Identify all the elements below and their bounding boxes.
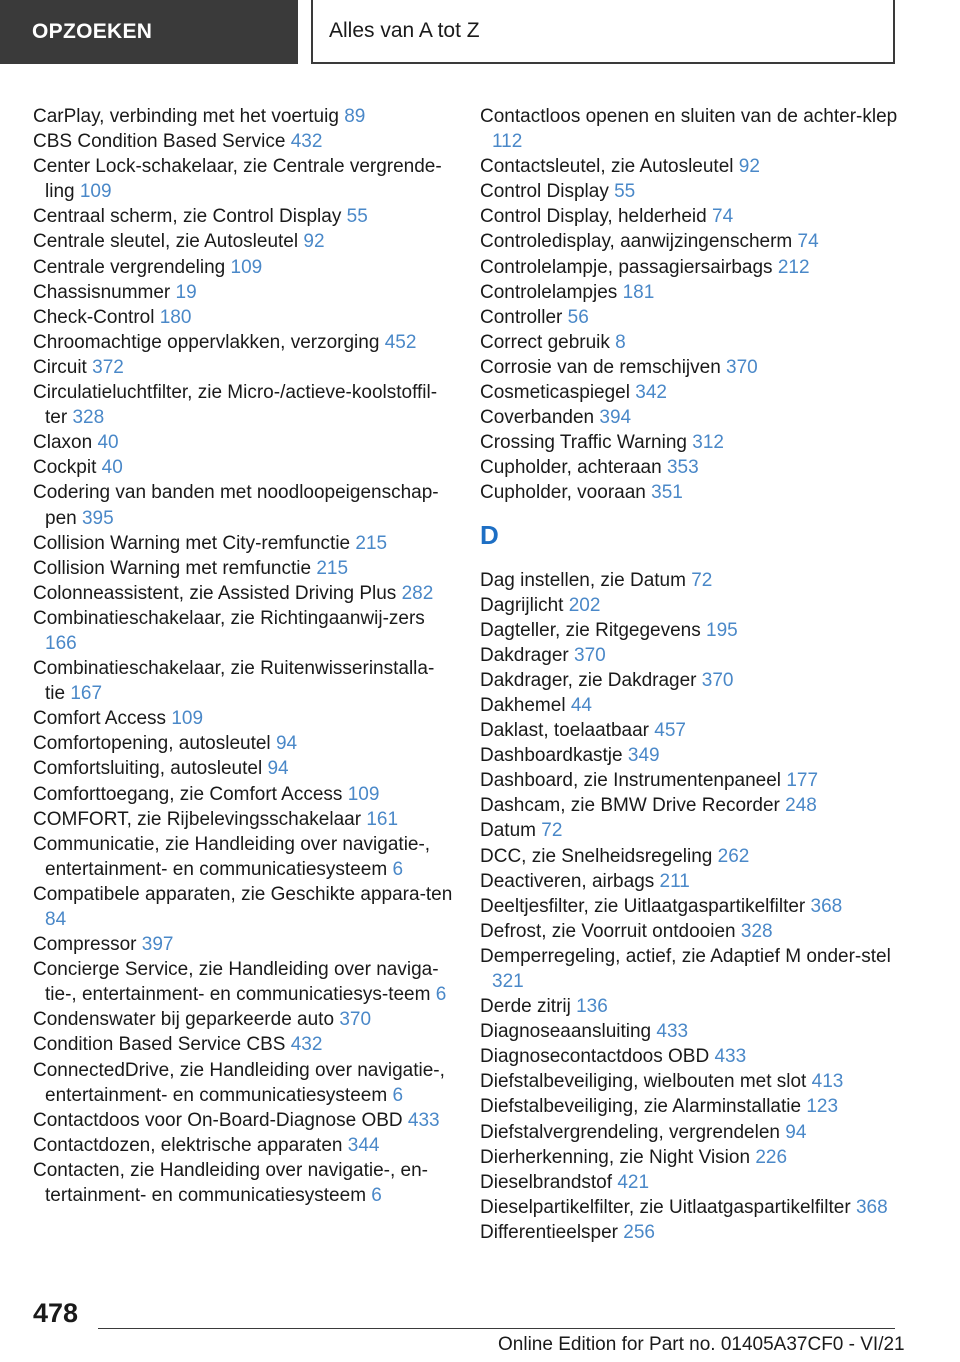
index-entry [33,531,453,556]
index-entry [480,430,900,455]
index-entry [480,919,900,944]
index-entry-text: Dashboardkastje [480,745,623,767]
index-entry [480,844,900,869]
index-entry-page-link[interactable]: 19 [175,281,197,303]
index-entry-text: Check-Control [33,306,155,328]
index-entry-text: DCC, zie Snelheidsregeling [480,845,713,867]
index-entry [33,204,453,229]
index-entry-page-link[interactable]: 395 [81,507,114,529]
index-entry-text: Compatibele apparaten, zie Geschikte appara-ten [33,883,453,905]
index-entry-page-link[interactable]: 109 [171,708,204,730]
index-group-d [480,568,900,1246]
index-entry [480,668,900,693]
index-entry-text: Centrale sleutel, zie Autosleutel [33,231,299,253]
index-entry-page-link[interactable]: 370 [574,644,606,666]
index-entry-text: Contactsleutel, zie Autosleutel [480,156,734,178]
index-entry [33,104,453,129]
index-entry-text: Differentieelsper [480,1221,619,1243]
index-entry-page-link[interactable]: 211 [659,870,690,892]
index-entry [480,944,900,994]
index-entry-page-link[interactable]: 457 [654,720,686,742]
index-entry-text: Comfortsluiting, autosleutel [33,758,263,780]
index-entry [480,480,900,505]
index-entry-text: Claxon [33,432,93,454]
index-entry-page-link[interactable]: 312 [692,432,724,454]
index-entry-text: Circulatieluchtfilter, zie Micro-/actieve-koolstoffil-ter [33,382,438,429]
index-entry-text: Comfortopening, autosleutel [33,733,271,755]
index-entry-text: Center Lock-schakelaar, zie Centrale vergrende-ling [33,156,442,203]
index-entry-text: Cupholder, vooraan [480,482,646,504]
index-entry-page-link[interactable]: 370 [726,356,758,378]
index-entry-page-link[interactable]: 351 [651,482,683,504]
index-entry [480,1145,900,1170]
header-section-tab [0,0,298,64]
index-entry [480,280,900,305]
index-entry-page-link[interactable]: 344 [347,1134,380,1156]
index-entry [480,204,900,229]
index-entry-page-link[interactable]: 40 [97,432,119,454]
index-entry-page-link[interactable]: 349 [627,745,660,767]
index-entry-page-link[interactable]: 413 [811,1071,844,1093]
index-entry-text: Control Display [480,181,609,203]
index-entry-text: Comforttoegang, zie Comfort Access [33,783,343,805]
index-entry-page-link[interactable]: 368 [810,895,843,917]
index-entry-text: Cockpit [33,457,97,479]
index-entry [480,1094,900,1119]
index-entry-text: Controlelampjes [480,281,618,303]
index-entry [480,618,900,643]
index-entry-text: Collision Warning met remfunctie [33,557,312,579]
index-entry-page-link[interactable]: 136 [576,996,608,1018]
index-entry-page-link[interactable]: 328 [740,920,773,942]
index-entry [33,1108,453,1133]
index-entry-page-link[interactable]: 181 [622,281,655,303]
index-entry [33,756,453,781]
index-entry-text: Dieselpartikelfilter, zie Uitlaatgaspartikelfilter [480,1196,851,1218]
page-number: 478 [33,1298,79,1328]
index-entry-page-link[interactable]: 92 [303,231,325,253]
index-entry [480,718,900,743]
index-entry-text: Chroomachtige oppervlakken, verzorging [33,331,380,353]
index-entry-page-link[interactable]: 112 [492,131,523,153]
index-entry [480,1069,900,1094]
index-entry-page-link[interactable]: 212 [777,256,810,278]
index-entry [33,782,453,807]
index-entry-text: Codering van banden met noodloopeigenschap-pen [33,482,439,529]
index-entry-page-link[interactable]: 84 [45,909,67,930]
index-entry-page-link[interactable]: 433 [656,1021,689,1043]
index-entry-text: Cosmeticaspiegel [480,382,630,404]
index-entry-page-link[interactable]: 166 [45,632,77,654]
index-entry-text: Communicatie, zie Handleiding over navigatie-, entertainment- en communicatiesysteem [33,833,431,880]
index-entry-text: Dagrijlicht [480,594,564,616]
index-entry [480,818,900,843]
index-entry [33,1133,453,1158]
index-entry-text: Defrost, zie Voorruit ontdooien [480,920,736,942]
index-entry-text: Dieselbrandstof [480,1171,613,1193]
index-entry-page-link[interactable]: 94 [267,758,289,780]
index-entry-text: Daklast, toelaatbaar [480,720,649,742]
index-entry [480,455,900,480]
index-entry-text: Controlelampje, passagiersairbags [480,256,773,278]
index-entry [33,606,453,656]
index-column-right [480,104,900,1245]
index-entry-page-link[interactable]: 328 [72,407,105,429]
index-entry-text: Dagteller, zie Ritgegevens [480,619,701,641]
index-entry-text: ConnectedDrive, zie Handleiding over navigatie-, entertainment- en communicatiesysteem [33,1059,445,1106]
index-entry-page-link[interactable]: 161 [366,808,399,830]
index-entry [33,455,453,480]
index-entry-text: Colonneassistent, zie Assisted Driving Plus [33,582,397,604]
index-entry-page-link[interactable]: 262 [717,845,750,867]
index-entry-text: Contactdozen, elektrische apparaten [33,1134,343,1156]
index-entry-text: Dag instellen, zie Datum [480,569,686,591]
index-entry [480,894,900,919]
index-entry [480,994,900,1019]
index-entry-text: Coverbanden [480,407,595,429]
index-entry [33,305,453,330]
index-entry-text: Condition Based Service CBS [33,1034,286,1056]
index-entry-text: Datum [480,820,536,842]
index-entry-text: Contacten, zie Handleiding over navigatie-, en-tertainment- en communicatiesysteem [33,1159,429,1207]
index-entry-page-link[interactable]: 167 [70,683,103,705]
index-entry-text: Circuit [33,356,87,378]
index-entry-page-link[interactable]: 123 [806,1096,839,1118]
index-entry [33,355,453,380]
index-entry [480,305,900,330]
index-entry-text: Centrale vergrendeling [33,256,226,278]
index-entry [33,229,453,254]
index-entry [480,693,900,718]
index-entry-page-link[interactable]: 6 [435,984,447,1006]
chapter-title-text: Alles van A tot Z [329,19,480,42]
index-entry [480,179,900,204]
index-entry-text: Dakhemel [480,694,566,716]
index-entry-text: Controller [480,306,563,328]
index-entry-text: Combinatieschakelaar, zie Ruitenwisserinstalla-tie [33,658,435,705]
index-entry-page-link[interactable]: 215 [316,557,349,579]
index-entry-text: Dierherkenning, zie Night Vision [480,1146,751,1168]
index-entry [33,255,453,280]
index-entry-text: Dakdrager [480,644,569,666]
index-entry [480,1195,900,1220]
index-entry-text: Crossing Traffic Warning [480,432,687,454]
index-entry-text: CarPlay, verbinding met het voertuig [33,106,339,127]
index-entry [480,643,900,668]
index-entry-text: Correct gebruik [480,331,610,353]
index-entry-page-link[interactable]: 72 [541,820,563,842]
index-entry [480,405,900,430]
index-entry-text: Chassisnummer [33,281,171,303]
index-entry [33,957,453,1007]
index-entry-text: Compressor [33,934,137,956]
index-entry [33,581,453,606]
index-entry-page-link[interactable]: 56 [567,306,589,328]
index-entry-page-link[interactable]: 368 [855,1196,888,1218]
index-entry-page-link[interactable]: 421 [617,1171,650,1193]
index-entry-text: Controledisplay, aanwijzingenscherm [480,231,793,253]
index-entry-page-link[interactable]: 256 [623,1221,655,1243]
index-entry-text: Demperregeling, actief, zie Adaptief M onder-stel [480,945,891,967]
index-entry-text: Combinatieschakelaar, zie Richtingaanwij-zers [33,607,425,629]
index-entry-page-link[interactable]: 433 [407,1109,440,1131]
index-entry-page-link[interactable]: 40 [101,457,123,479]
index-entry [33,731,453,756]
index-entry [33,154,453,204]
index-entry-page-link[interactable]: 109 [347,783,380,805]
index-entry-page-link[interactable]: 202 [568,594,601,616]
index-entry-page-link[interactable]: 282 [401,582,434,604]
index-entry-text: Contactloos openen en sluiten van de achter-klep [480,106,898,127]
index-entry-page-link[interactable]: 44 [570,694,592,716]
index-entry-page-link[interactable]: 94 [275,733,298,755]
index-entry-page-link[interactable]: 180 [159,306,192,328]
index-entry [480,568,900,593]
index-entry [480,1044,900,1069]
index-entry [480,768,900,793]
index-entry-page-link[interactable]: 321 [492,971,524,992]
index-entry-page-link[interactable]: 89 [344,106,366,127]
index-entry-page-link[interactable]: 6 [371,1185,382,1207]
index-entry-text: Dakdrager, zie Dakdrager [480,669,697,691]
index-entry-page-link[interactable]: 226 [755,1146,788,1168]
index-entry-text: Diefstalbeveiliging, zie Alarminstallatie [480,1096,802,1118]
index-entry-page-link[interactable]: 92 [738,156,760,178]
index-entry [480,255,900,280]
index-entry [480,793,900,818]
index-entry-page-link[interactable]: 109 [230,256,263,278]
index-entry-page-link[interactable]: 342 [635,382,667,404]
index-entry-page-link[interactable]: 177 [786,770,819,792]
index-entry [33,807,453,832]
index-entry-page-link[interactable]: 215 [355,532,388,554]
index-entry-text: Corrosie van de remschijven [480,356,721,378]
index-entry-text: Derde zitrij [480,996,571,1018]
index-entry [33,1158,453,1208]
index-entry-text: COMFORT, zie Rijbelevingsschakelaar [33,808,362,830]
index-entry-page-link[interactable]: 195 [706,619,738,641]
index-entry [33,380,453,430]
index-entry [480,869,900,894]
index-entry [480,229,900,254]
index-entry-page-link[interactable]: 72 [691,569,713,591]
index-entry [480,154,900,179]
index-column-left [33,104,453,1208]
index-entry-page-link[interactable]: 433 [714,1046,747,1068]
header-tab-label: OPZOEKEN [32,20,153,43]
index-entry [33,1007,453,1032]
index-entry [480,355,900,380]
index-entry-page-link[interactable]: 397 [141,934,174,956]
index-entry [480,104,900,154]
index-entry-page-link[interactable]: 55 [614,181,636,203]
index-entry-page-link[interactable]: 248 [785,795,817,817]
index-entry-text: Diagnoseaansluiting [480,1021,652,1043]
index-entry [480,330,900,355]
index-entry [480,743,900,768]
footer-divider [98,1328,895,1329]
index-entry-text: Centraal scherm, zie Control Display [33,206,342,228]
index-entry [480,1220,900,1245]
index-entry-page-link[interactable]: 372 [92,356,124,378]
index-entry-page-link[interactable]: 94 [785,1121,807,1143]
index-entry-page-link[interactable]: 6 [392,1084,404,1106]
index-entry [480,1120,900,1145]
section-heading-d: D [480,519,499,550]
index-entry-page-link[interactable]: 370 [339,1009,372,1031]
index-entry-page-link[interactable]: 394 [599,407,632,429]
index-entry-page-link[interactable]: 370 [701,669,734,691]
index-entry [480,1019,900,1044]
index-entry-text: Diefstalbeveiliging, wielbouten met slot [480,1071,807,1093]
index-entry [33,1032,453,1057]
index-entry [480,593,900,618]
index-entry-text: Diagnosecontactdoos OBD [480,1046,710,1068]
index-entry-page-link[interactable]: 55 [346,206,368,228]
index-entry-text: Contactdoos voor On-Board-Diagnose OBD [33,1109,403,1131]
header-chapter-title [311,0,895,64]
index-entry [33,706,453,731]
index-entry-text: Dashboard, zie Instrumentenpaneel [480,770,782,792]
index-entry-text: Diefstalvergrendeling, vergrendelen [480,1121,780,1143]
index-entry-page-link[interactable]: 8 [615,331,626,353]
index-entry-text: Cupholder, achteraan [480,457,662,479]
index-entry [480,380,900,405]
index-entry [480,1170,900,1195]
index-entry-text: CBS Condition Based Service [33,131,286,153]
index-entry-page-link[interactable]: 6 [392,858,404,880]
index-entry-page-link[interactable]: 109 [79,181,112,203]
index-entry-page-link[interactable]: 74 [797,231,819,253]
index-entry-page-link[interactable]: 432 [290,131,323,153]
index-entry-text: Condenswater bij geparkeerde auto [33,1009,335,1031]
index-entry [33,556,453,581]
index-entry [33,832,453,882]
index-entry-text: Dashcam, zie BMW Drive Recorder [480,795,780,817]
index-entry-text: Control Display, helderheid [480,206,707,228]
index-entry [33,280,453,305]
index-group-c-continued [480,104,900,506]
index-entry-page-link[interactable]: 432 [290,1034,323,1056]
index-entry-text: Concierge Service, zie Handleiding over naviga-tie-, entertainment- en communicatiesys-teem [33,959,439,1006]
index-entry-page-link[interactable]: 353 [666,457,699,479]
index-entry-text: Comfort Access [33,708,167,730]
index-entry [33,882,453,932]
index-entry-text: Deeltjesfilter, zie Uitlaatgaspartikelfilter [480,895,806,917]
index-entry-text: Collision Warning met City-remfunctie [33,532,351,554]
index-entry [33,480,453,530]
index-entry [33,932,453,957]
index-entry-page-link[interactable]: 74 [712,206,734,228]
index-entry [33,129,453,154]
index-entry [33,656,453,706]
index-entry [33,430,453,455]
index-entry-text: Deactiveren, airbags [480,870,655,892]
index-entry-page-link[interactable]: 452 [384,331,417,353]
footer-edition-text: Online Edition for Part no. 01405A37CF0 - VI/21 [498,1334,905,1355]
index-entry [33,330,453,355]
index-entry [33,1058,453,1108]
